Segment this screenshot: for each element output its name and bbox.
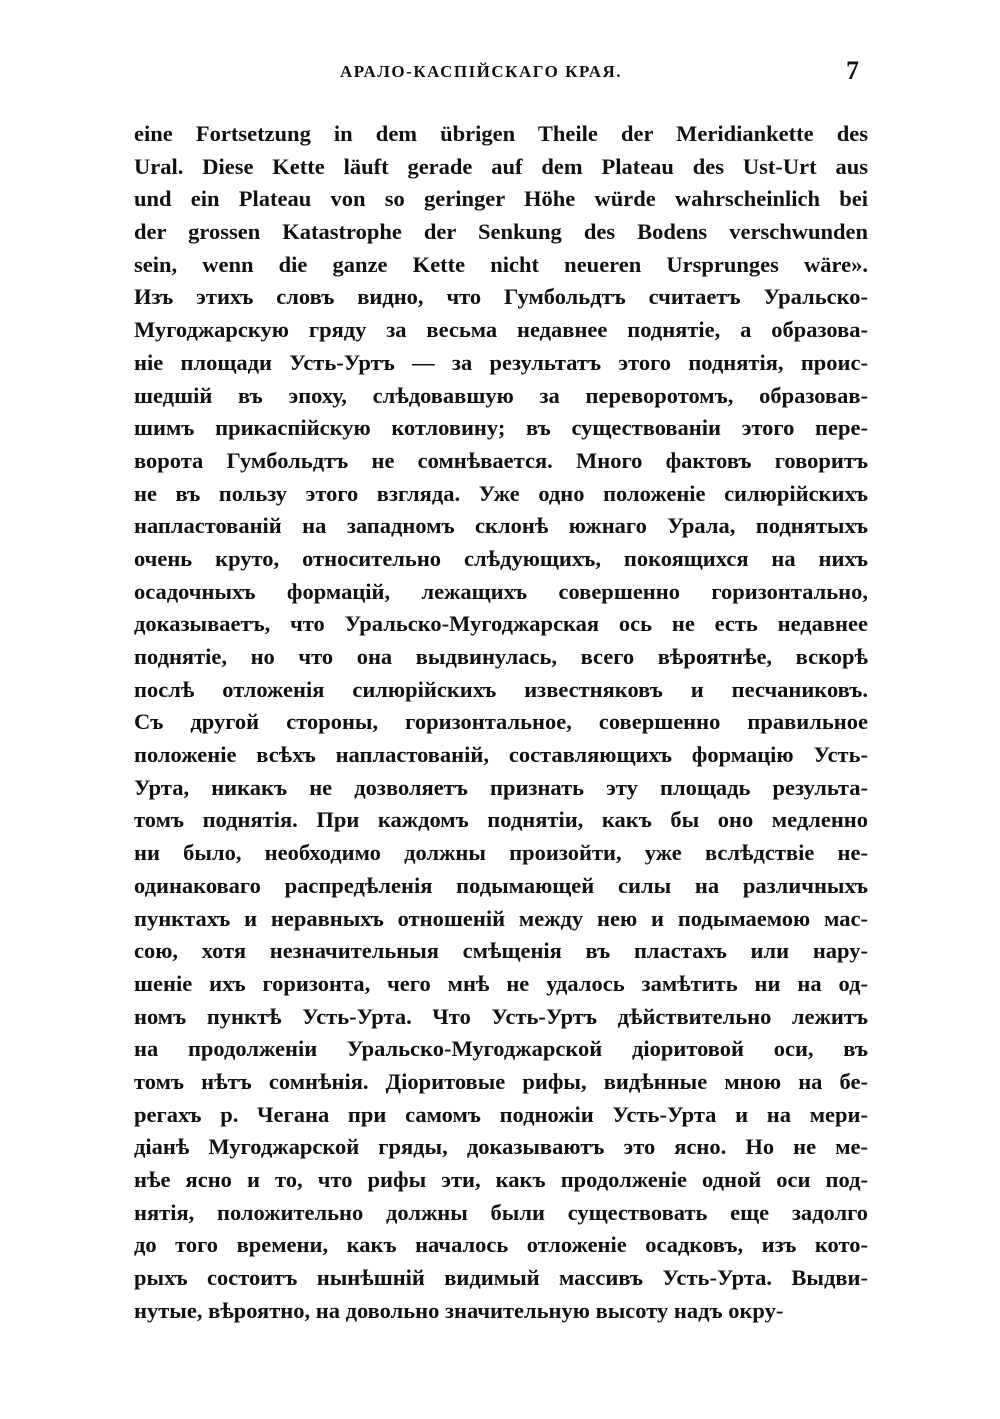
text-line: томъ нѣтъ сомнѣнія. Діоритовые рифы, видѣнные мною на бе- [134, 1068, 868, 1094]
text-line: не въ пользу этого взгляда. Уже одно положеніе силюрійскихъ [134, 480, 868, 506]
text-line: ни было, необходимо должны произойти, уже вслѣдствіе не- [134, 840, 868, 866]
text-line: Ural. Diese Kette läuft gerade auf dem Plateau des Ust-Urt aus [134, 153, 868, 179]
text-line: номъ пунктѣ Усть-Урта. Что Усть-Уртъ дѣйствительно лежитъ [134, 1003, 868, 1029]
text-line: одинаковаго распредѣленія подымающей силы на различныхъ [134, 872, 868, 898]
text-line: нутые, вѣроятно, на довольно значительную высоту надъ окру- [134, 1297, 784, 1323]
text-line: послѣ отложенія силюрійскихъ известняковъ и песчаниковъ. [134, 676, 868, 702]
text-line: рыхъ состоитъ нынѣшній видимый массивъ Усть-Урта. Выдви- [134, 1265, 868, 1291]
text-line: Съ другой стороны, горизонтальное, совершенно правильное [134, 709, 868, 735]
text-line: очень круто, относительно слѣдующихъ, покоящихся на нихъ [134, 545, 868, 571]
text-line: на продолженіи Уральско-Мугоджарской діоритовой оси, въ [134, 1036, 868, 1062]
body-text [134, 118, 868, 1327]
text-line: діанѣ Мугоджарской гряды, доказываютъ это ясно. Но не ме- [134, 1134, 868, 1160]
text-line: нятія, положительно должны были существовать еще задолго [134, 1199, 868, 1225]
text-line: положеніе всѣхъ напластованій, составляющихъ формацію Усть- [134, 742, 868, 768]
text-line: шедшій въ эпоху, слѣдовавшую за переворотомъ, образовав- [134, 382, 868, 408]
text-line: шеніе ихъ горизонта, чего мнѣ не удалось замѣтить ни на од- [134, 970, 868, 996]
text-line: доказываетъ, что Уральско-Мугоджарская ось не есть недавнее [134, 611, 868, 637]
text-line: und ein Plateau von so geringer Höhe würde wahrscheinlich bei [134, 186, 868, 212]
page-number: 7 [846, 56, 859, 85]
text-line: сою, хотя незначительныя смѣщенія въ пластахъ или нару- [134, 938, 868, 964]
text-line: нѣе ясно и то, что рифы эти, какъ продолженіе одной оси под- [134, 1167, 868, 1192]
text-line: пунктахъ и неравныхъ отношеній между нею и подымаемою мас- [134, 905, 868, 931]
text-line: шимъ прикаспійскую котловину; въ существованіи этого пере- [134, 415, 868, 441]
text-line: sein, wenn die ganze Kette nicht neueren Ursprunges wäre». [134, 251, 868, 277]
text-line: поднятіе, но что она выдвинулась, всего вѣроятнѣе, вскорѣ [134, 644, 868, 669]
text-line: Мугоджарскую гряду за весьма недавнее поднятіе, а образова- [134, 317, 868, 343]
text-line: томъ поднятія. При каждомъ поднятіи, какъ бы оно медленно [134, 807, 868, 833]
text-line: осадочныхъ формацій, лежащихъ совершенно горизонтально, [134, 578, 868, 604]
text-line: ніе площади Усть-Уртъ — за результатъ этого поднятія, проис- [134, 349, 868, 375]
text-line: ворота Гумбольдтъ не сомнѣвается. Много фактовъ говоритъ [134, 447, 868, 473]
text-line: der grossen Katastrophe der Senkung des Bodens verschwunden [134, 219, 868, 245]
text-line: до того времени, какъ началось отложеніе осадковъ, изъ кото- [134, 1232, 868, 1258]
text-line: eine Fortsetzung in dem übrigen Theile der Meridiankette des [134, 121, 868, 146]
text-line: Урта, никакъ не дозволяетъ признать эту площадь результа- [134, 774, 868, 800]
text-line: Изъ этихъ словъ видно, что Гумбольдтъ считаетъ Уральско- [134, 284, 868, 310]
text-line: регахъ р. Чегана при самомъ подножіи Усть-Урта и на мери- [134, 1101, 868, 1127]
running-head: АРАЛО-КАСПІЙСКАГО КРАЯ. [340, 62, 622, 81]
text-line: напластованій на западномъ склонѣ южнаго Урала, поднятыхъ [134, 513, 868, 539]
